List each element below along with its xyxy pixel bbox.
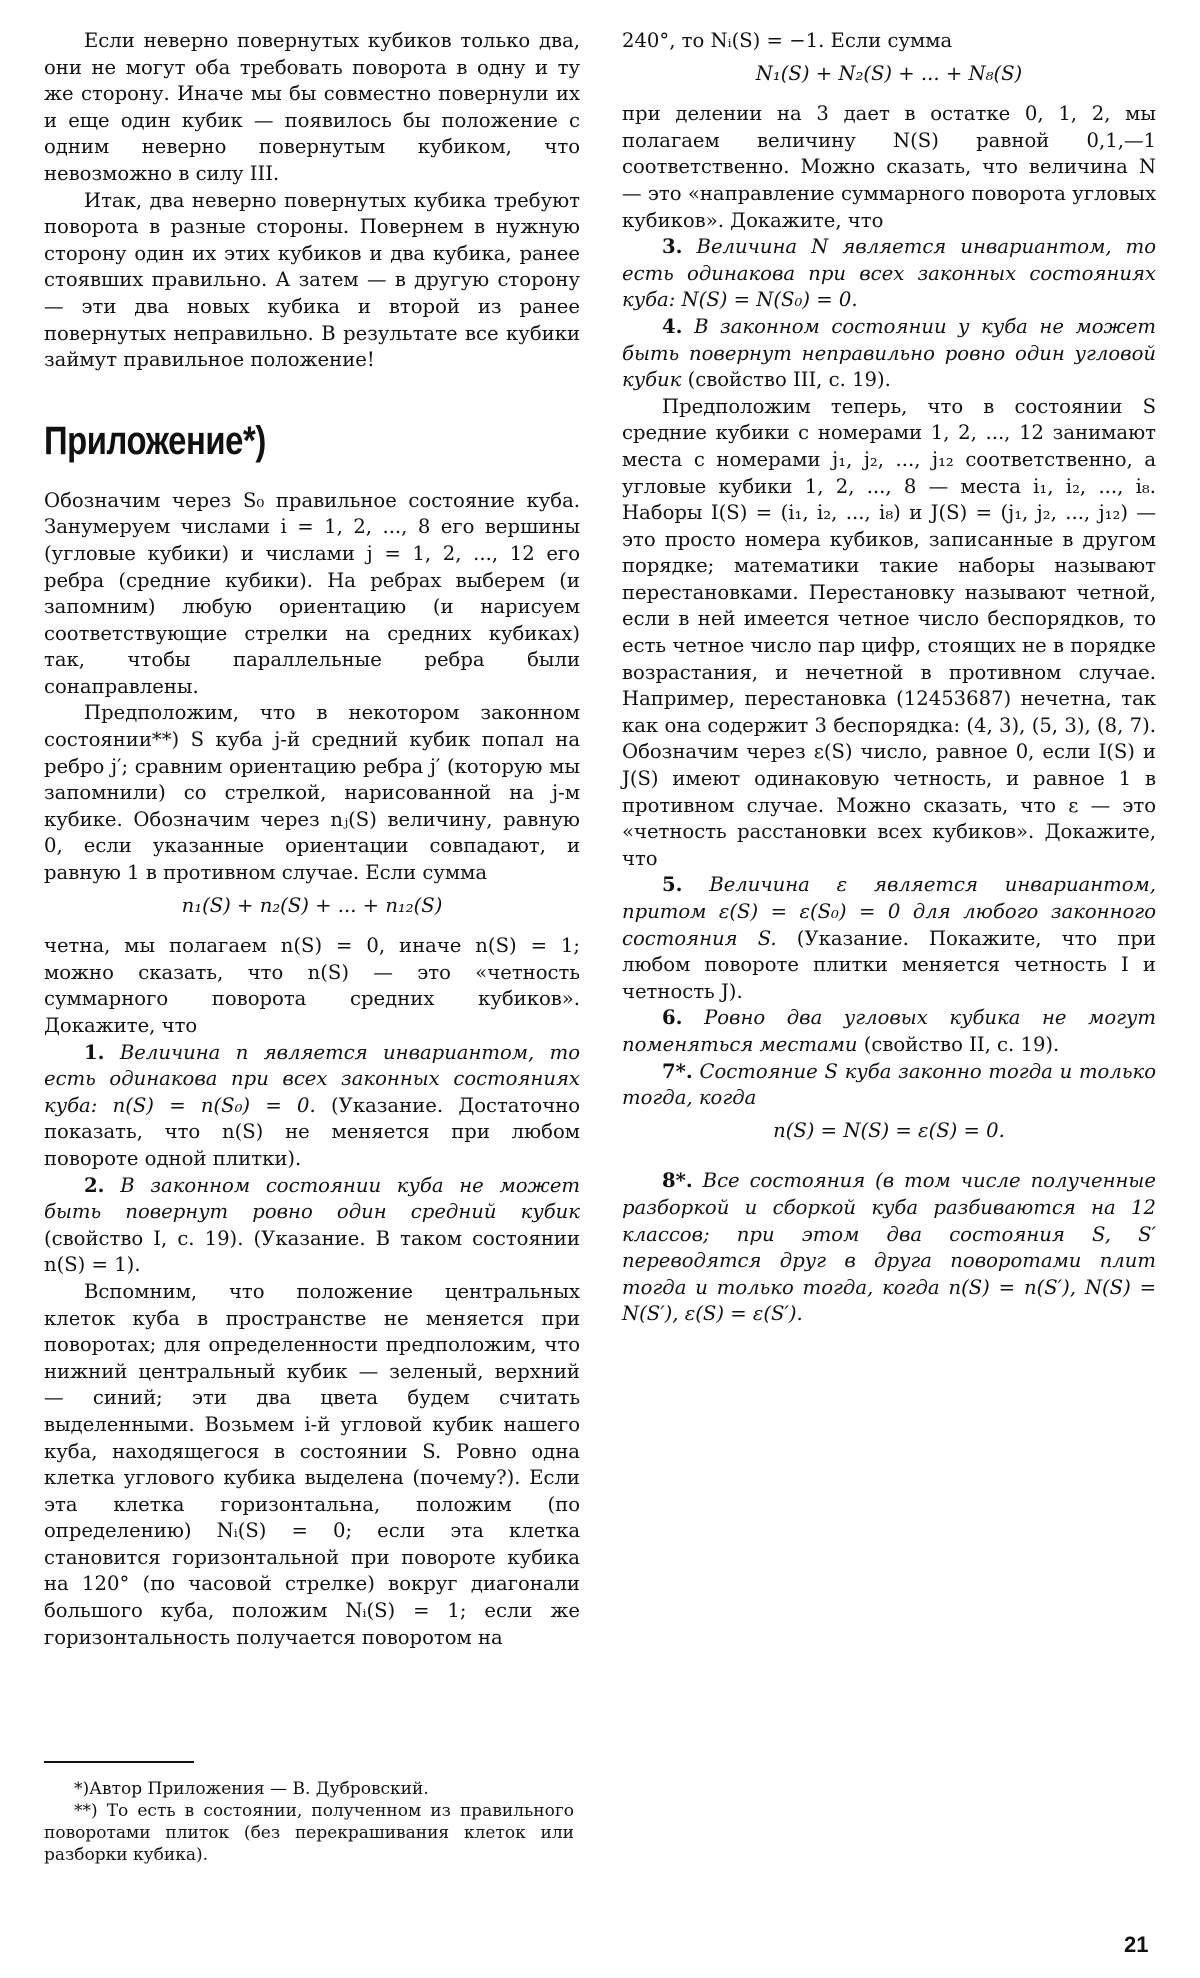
paragraph: четна, мы полагаем n(S) = 0, иначе n(S) = 1; можно сказать, что n(S) — это «четность суммарного поворота средних кубиков». Докажите, что: [44, 934, 580, 1037]
left-column: [44, 28, 580, 1651]
statement-6: [622, 1005, 1156, 1058]
statement-text: В законном состоянии у куба не может быть повернут неправильно ровно один угловой кубик: [622, 314, 1156, 392]
formula: n₁(S) + n₂(S) + ... + n₁₂(S): [181, 893, 443, 917]
statement-4: [622, 314, 1156, 394]
paragraph: Предположим, что в некотором законном состоянии**) S куба j-й средний кубик попал на ребро j′; сравним ориентацию ребра j′ (которую мы запомнили) со стрелкой, нарисованной на j-м кубике. Обозначим через nⱼ(S) величину, равную 0, если указанные ориентации совпадают, и равную 1 в противном случае. Если сумма: [44, 701, 580, 885]
formula: n(S) = N(S) = ε(S) = 0.: [773, 1118, 1005, 1142]
statement-5: [622, 872, 1156, 1005]
statement-7: [622, 1059, 1156, 1112]
statement-text: Состояние S куба законно тогда и только тогда, когда: [622, 1059, 1156, 1110]
statement-text: В законном состоянии куба не может быть повернут ровно один средний кубик: [44, 1173, 580, 1224]
section-heading: Приложение*): [44, 418, 266, 463]
statement-note: (свойство III, с. 19).: [687, 368, 891, 392]
footnote-1: *)Автор Приложения — В. Дубровский.: [74, 1779, 429, 1799]
paragraph: Вспомним, что положение центральных клеток куба в пространстве не меняется при поворотах; для определенности предположим, что нижний центральный кубик — зеленый, верхний — синий; эти два цвета будем считать выделенными. Возьмем i-й угловой кубик нашего куба, находящегося в состоянии S. Ровно одна клетка углового кубика выделена (почему?). Если эта клетка горизонтальна, положим (по определению) Nᵢ(S) = 0; если эта клетка становится горизонтальной при повороте кубика на 120° (по часовой стрелке) вокруг диагонали большого куба, положим Nᵢ(S) = 1; если же горизонтальность получается поворотом на: [44, 1279, 580, 1649]
statement-number: 2.: [84, 1173, 105, 1197]
statement-number: 5.: [662, 873, 683, 897]
paragraph: Обозначим через S₀ правильное состояние куба. Занумеруем числами i = 1, 2, ..., 8 его вершины (угловые кубики) и числами j = 1, 2, ..., 12 его ребра (средние кубики). На ребрах выберем (и запомним) любую ориентацию (и нарисуем соответствующие стрелки на средних кубиках) так, чтобы параллельные ребра были сонаправлены.: [44, 488, 580, 698]
statement-text: Величина n является инвариантом, то есть одинакова при всех законных состояниях куба: n(S) = n(S₀) = 0.: [44, 1040, 580, 1117]
right-column: [622, 28, 1156, 1328]
statement-3: [622, 234, 1156, 314]
statement-1: [44, 1040, 580, 1173]
statement-text: Ровно два угловых кубика не могут поменяться местами: [622, 1006, 1156, 1056]
paragraph: Предположим теперь, что в состоянии S средние кубики с номерами 1, 2, ..., 12 занимают места с номерами j₁, j₂, ..., j₁₂ соответственно, а угловые кубики 1, 2, ..., 8 — места i₁, i₂, ..., i₈. Наборы I(S) = (i₁, i₂, ..., i₈) и J(S) = (j₁, j₂, ..., j₁₂) — это просто номера кубиков, записанные в другом порядке; математики такие наборы называют перестановками. Перестановку называют четной, если в ней имеется четное число беспорядков, то есть четное число пар цифр, стоящих не в порядке возрастания, и нечетной в противном случае. Например, перестановка (12453687) нечетна, так как она содержит 3 беспорядка: (4, 3), (5, 3), (8, 7). Обозначим через ε(S) число, равное 0, если I(S) и J(S) имеют одинаковую четность, и равное 1 в противном случае. Можно сказать, что ε — это «четность расстановки всех кубиков». Докажите, что: [622, 394, 1156, 870]
statement-note: (Указание. Покажите, что при любом повороте плитки меняется четность I и четность J).: [622, 926, 1156, 1003]
statement-text: Все состояния (в том числе полученные разборкой и сборкой куба разбиваются на 12 классов; при этом два состояния S, S′ переводятся друг в друга поворотами плит тогда и только тогда, когда n(S) = n(S′), N(S) = N(S′), ε(S) = ε(S′).: [622, 1169, 1156, 1326]
statement-note: (свойство II, с. 19).: [863, 1032, 1060, 1056]
statement-2: [44, 1173, 580, 1279]
statement-note: (Указание. Достаточно показать, что n(S) не меняется при любом повороте одной плитки).: [44, 1093, 580, 1170]
paragraph: при делении на 3 дает в остатке 0, 1, 2, мы полагаем величину N(S) равной 0,1,—1 соответственно. Можно сказать, что величина N — это «направление суммарного поворота угловых кубиков». Докажите, что: [622, 102, 1156, 232]
footnote-divider: [44, 1761, 194, 1763]
statement-8: [622, 1168, 1156, 1328]
statement-number: 4.: [662, 314, 683, 338]
statement-text: Величина N является инвариантом, то есть одинакова при всех законных состояниях куба: N(S) = N(S₀) = 0.: [622, 235, 1156, 312]
statement-note: (свойство I, с. 19). (Указание. В таком состоянии n(S) = 1).: [44, 1226, 580, 1277]
paragraph: Итак, два неверно повернутых кубика требуют поворота в разные стороны. Повернем в нужную сторону один их этих кубиков и два кубика, ранее стоявших правильно. А затем — в другую сторону — эти два новых кубика и второй из ранее повернутых неправильно. В результате все кубики займут правильное положение!: [44, 188, 580, 372]
formula: N₁(S) + N₂(S) + ... + N₈(S): [755, 61, 1023, 85]
statement-number: 7*.: [662, 1059, 693, 1083]
statement-number: 1.: [84, 1040, 105, 1064]
statement-number: 8*.: [662, 1169, 693, 1193]
footnotes: [44, 1778, 574, 1866]
statement-text: Величина ε является инвариантом, притом ε(S) = ε(S₀) = 0 для любого законного состояния S.: [622, 873, 1156, 950]
page-number: 21: [1124, 1932, 1149, 1957]
statement-number: 3.: [662, 235, 683, 259]
paragraph: 240°, то Nᵢ(S) = −1. Если сумма: [622, 29, 953, 52]
footnote-2: **) То есть в состоянии, полученном из правильного поворотами плиток (без перекрашивания клеток или разборки кубика).: [44, 1801, 574, 1865]
statement-number: 6.: [662, 1006, 683, 1030]
paragraph: Если неверно повернутых кубиков только два, они не могут оба требовать поворота в одну и ту же сторону. Иначе мы бы совместно повернули их и еще один кубик — появилось бы положение с одним неверно повернутым кубиком, что невозможно в силу III.: [44, 29, 580, 185]
